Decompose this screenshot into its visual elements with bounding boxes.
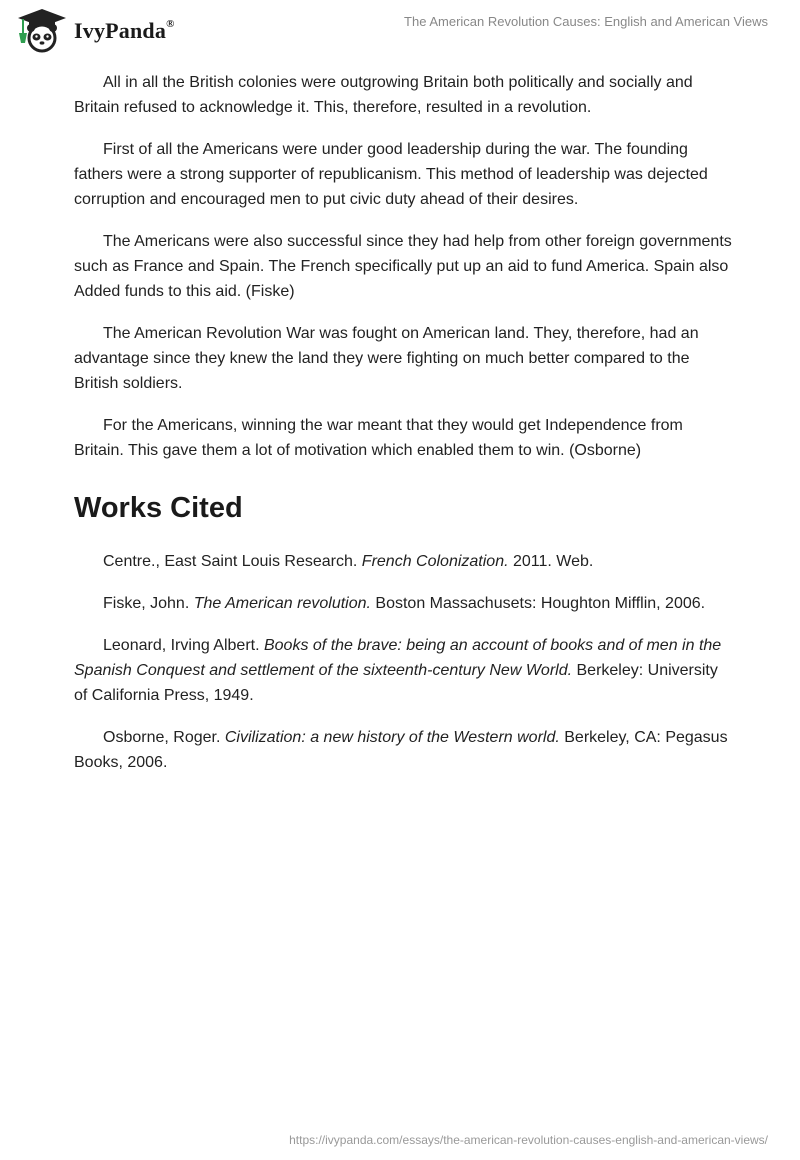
body-paragraph: First of all the Americans were under good leadership during the war. The founding fathers were a strong supporter of republicanism. This method of leadership was dejected corruption and encouraged men to put civic duty ahead of their desires. [74, 141, 708, 208]
body-paragraph: The American Revolution War was fought on American land. They, therefore, had an advantage since they knew the land they were fighting on much better compared to the British soldiers. [74, 325, 699, 392]
page-header [0, 0, 800, 60]
citation-entry: Leonard, Irving Albert. Books of the brave: being an account of books and of men in the Spanish Conquest and settlement of the sixteenth-century New World. Berkeley: University of California Press, 1949. [74, 637, 722, 704]
brand-name: IvyPanda® [74, 17, 175, 43]
ivypanda-logo[interactable] [14, 7, 175, 53]
citation-entry: Centre., East Saint Louis Research. French Colonization. 2011. Web. [103, 553, 594, 570]
citation-entry: Fiske, John. The American revolution. Boston Massachusets: Houghton Mifflin, 2006. [103, 595, 706, 612]
body-paragraph: For the Americans, winning the war meant that they would get Independence from Britain. This gave them a lot of motivation which enabled them to win. (Osborne) [74, 417, 683, 459]
works-cited-heading: Works Cited [74, 492, 243, 524]
body-paragraph: The Americans were also successful since they had help from other foreign governments such as France and Spain. The French specifically put up an aid to fund America. Spain also Added funds to this aid. (Fiske) [74, 233, 732, 300]
citation-entry: Osborne, Roger. Civilization: a new history of the Western world. Berkeley, CA: Pegasus Books, 2006. [74, 729, 728, 771]
essay-content [74, 70, 734, 792]
source-url-link[interactable]: https://ivypanda.com/essays/the-american-revolution-causes-english-and-american-views/ [289, 1133, 768, 1147]
body-paragraph: All in all the British colonies were outgrowing Britain both politically and socially and Britain refused to acknowledge it. This, therefore, resulted in a revolution. [74, 74, 693, 116]
panda-graduate-icon [14, 7, 70, 53]
document-title: The American Revolution Causes: English and American Views [404, 14, 768, 29]
